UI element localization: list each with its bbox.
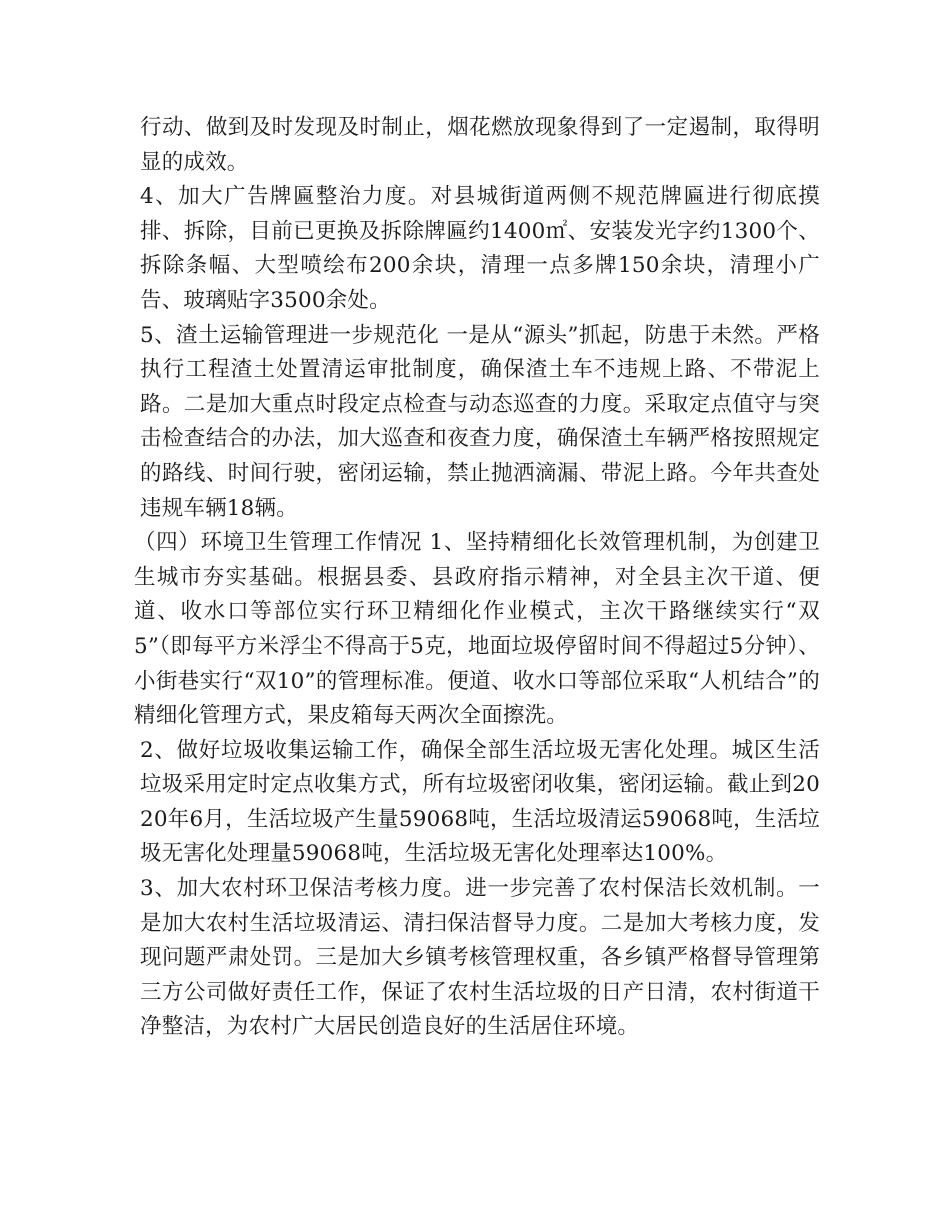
paragraph-rural-sanitation: 3、加大农村环卫保洁考核力度。进一步完善了农村保洁长效机制。一是加大农村生活垃圾清运、清扫保洁督导力度。二是加大考核力度，发现问题严肃处罚。三是加大乡镇考核管理权重，各乡镇严格督导管理第三方公司做好责任工作，保证了农村生活垃圾的日产日清，农村街道干净整洁，为农村广大居民创造良好的生活居住环境。 xyxy=(140,876,820,1040)
paragraph-continuation: 行动、做到及时发现及时制止，烟花燃放现象得到了一定遏制，取得明显的成效。 xyxy=(140,115,820,175)
paragraph-sanitation-management: （四）环境卫生管理工作情况 1、坚持精细化长效管理机制，为创建卫生城市夯实基础。根据县委、县政府指示精神，对全县主次干道、便道、收水口等部位实行环卫精细化作业模式，主次干路继续实行“双5”（即每平方米浮尘不得高于5克，地面垃圾停留时间不得超过5分钟）、小街巷实行“双10”的管理标准。便道、收水口等部位采取“人机结合”的精细化管理方式，果皮箱每天两次全面擦洗。 xyxy=(134,530,820,729)
paragraph-garbage-collection: 2、做好垃圾收集运输工作，确保全部生活垃圾无害化处理。城区生活垃圾采用定时定点收集方式，所有垃圾密闭收集，密闭运输。截止到2020年6月，生活垃圾产生量59068吨，生活垃圾清运59068吨，生活垃圾无害化处理量59068吨，生活垃圾无害化处理率达100%。 xyxy=(140,737,820,867)
paragraph-muck-transport: 5、渣土运输管理进一步规范化 一是从“源头”抓起，防患于未然。严格执行工程渣土处置清运审批制度，确保渣土车不违规上路、不带泥上路。二是加大重点时段定点检查与动态巡查的力度。采取定点值守与突击检查结合的办法，加大巡查和夜查力度，确保渣土车辆严格按照规定的路线、时间行驶，密闭运输，禁止抛洒滴漏、带泥上路。今年共查处违规车辆18辆。 xyxy=(140,322,820,521)
paragraph-signboard-rectification: 4、加大广告牌匾整治力度。对县城街道两侧不规范牌匾进行彻底摸排、拆除，目前已更换及拆除牌匾约1400㎡、安装发光字约1300个、拆除条幅、大型喷绘布200余块，清理一点多牌150余块，清理小广告、玻璃贴字3500余处。 xyxy=(140,184,820,313)
document-body xyxy=(134,111,820,1045)
